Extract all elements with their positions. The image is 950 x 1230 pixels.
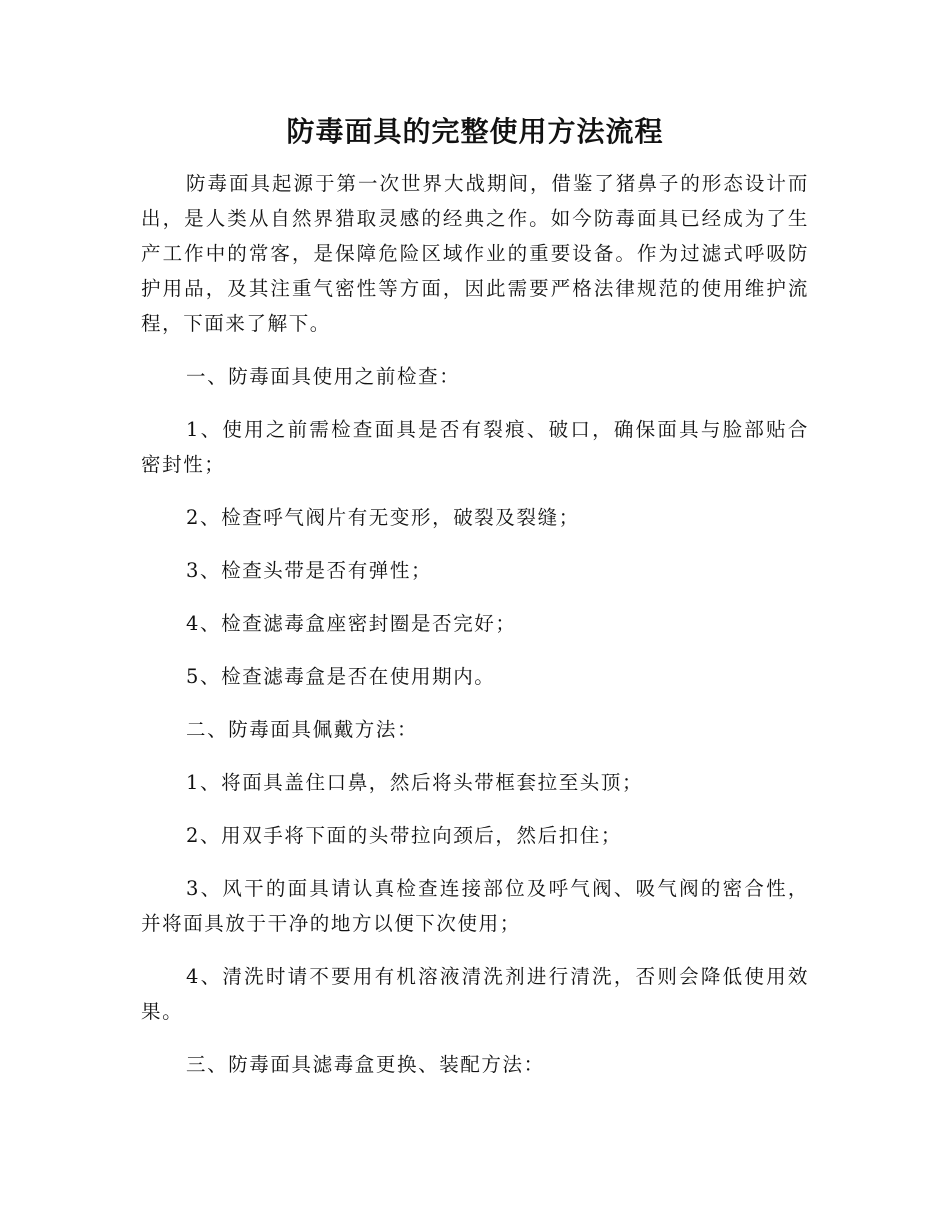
document-title: 防毒面具的完整使用方法流程 [286,115,664,148]
section-heading-pre-use-check: 一、防毒面具使用之前检查： [186,365,461,388]
list-item: 5、检查滤毒盒是否在使用期内。 [186,665,496,688]
list-item: 3、检查头带是否有弹性； [186,559,433,582]
document-body [141,166,809,1100]
list-item: 2、检查呼气阀片有无变形，破裂及裂缝； [186,506,580,529]
list-item: 1、使用之前需检查面具是否有裂痕、破口，确保面具与脸部贴合密封性； [141,418,809,476]
section-heading-wearing-method: 二、防毒面具佩戴方法： [186,718,419,741]
intro-paragraph: 防毒面具起源于第一次世界大战期间，借鉴了猪鼻子的形态设计而出，是人类从自然界猎取灵感的经典之作。如今防毒面具已经成为了生产工作中的常客，是保障危险区域作业的重要设备。作为过滤式呼吸防护用品，及其注重气密性等方面，因此需要严格法律规范的使用维护流程，下面来了解下。 [141,172,809,335]
list-item: 2、用双手将下面的头带拉向颈后，然后扣住； [186,824,623,847]
list-item: 1、将面具盖住口鼻，然后将头带框套拉至头顶； [186,771,644,794]
list-item: 4、检查滤毒盒座密封圈是否完好； [186,612,517,635]
list-item: 3、风干的面具请认真检查连接部位及呼气阀、吸气阀的密合性，并将面具放于干净的地方以便下次使用； [141,877,809,935]
section-heading-filter-replacement: 三、防毒面具滤毒盒更换、装配方法： [186,1053,545,1076]
list-item: 4、清洗时请不要用有机溶液清洗剂进行清洗，否则会降低使用效果。 [141,965,809,1023]
